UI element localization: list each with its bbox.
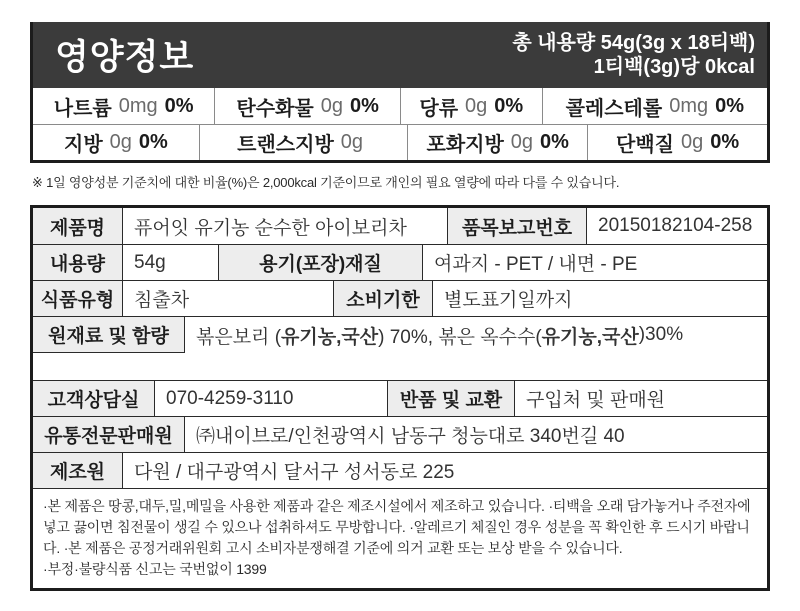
- product-name-value: 퓨어잇 유기농 순수한 아이보리차: [134, 217, 407, 239]
- nutrient-cell-sugars: [400, 88, 542, 124]
- nutrient-label: 지방: [64, 134, 103, 156]
- table-row-ingredients: [33, 316, 767, 380]
- package-material-label: 용기(포장)재질: [218, 245, 423, 280]
- nutrient-label: 탄수화물: [236, 97, 314, 120]
- nutrition-section: [30, 22, 770, 163]
- nutrient-label: 트랜스지방: [237, 134, 334, 156]
- table-row-manufacturer: [33, 452, 767, 488]
- notice-block: [33, 488, 767, 588]
- total-net-weight: 총 내용량 54g(3g x 18티백): [512, 31, 755, 54]
- nutrient-amount: 0g: [320, 94, 343, 117]
- distributor-value: ㈜내이브로/인천광역시 남동구 청능대로 340번길 40: [196, 426, 625, 447]
- net-weight-label: 내용량: [33, 245, 123, 280]
- nutrition-row-1: [33, 88, 767, 124]
- nutrient-label: 나트륨: [53, 97, 112, 120]
- header-bar: [33, 22, 767, 88]
- nutrient-label: 단백질: [616, 134, 674, 156]
- package-material-value: 여과지 - PET / 내면 - PE: [434, 254, 638, 275]
- nutrient-cell-cholesterol: [542, 88, 767, 124]
- nutrient-percent: 0%: [349, 94, 379, 117]
- manufacturer-value: 다원 / 대구광역시 달서구 성서동로 225: [134, 462, 455, 483]
- distributor-label: 유통전문판매원: [33, 417, 185, 452]
- net-weight-value: 54g: [134, 251, 166, 273]
- notice-paragraph: ·부정·불량식품 신고는 국번없이 1399: [43, 561, 267, 577]
- nutrient-amount: 0g: [465, 94, 488, 117]
- page-title: 영양정보: [55, 38, 195, 77]
- ingredients-value: 볶은보리 ( 유기농,국산 ) 70%, 볶은 옥수수( 유기농,국산 )30%: [196, 324, 684, 348]
- ingredients-label: 원재료 및 함량: [33, 317, 185, 353]
- report-number-label: 품목보고번호: [447, 208, 587, 244]
- nutrient-amount: 0g: [510, 131, 534, 153]
- expiry-label: 소비기한: [333, 281, 433, 316]
- food-type-label: 식품유형: [33, 281, 123, 316]
- nutrient-label: 콜레스테롤: [565, 97, 663, 120]
- nutrient-amount: 0mg: [669, 94, 709, 117]
- nutrient-percent: 0%: [715, 94, 745, 117]
- returns-value: 구입처 및 판매원: [526, 390, 666, 411]
- table-row-distributor: [33, 416, 767, 452]
- report-number-value: 20150182104-258: [598, 215, 753, 236]
- table-row-customer-service: [33, 380, 767, 416]
- nutrient-cell-sodium: [33, 88, 214, 124]
- nutrient-percent: 0%: [494, 94, 524, 117]
- nutrient-label: 포화지방: [426, 134, 504, 156]
- nutrient-cell-trans-fat: [199, 125, 407, 160]
- nutrient-amount: 0g: [109, 131, 132, 153]
- nutrient-amount: 0g: [340, 131, 364, 153]
- manufacturer-label: 제조원: [33, 453, 123, 488]
- nutrient-amount: 0g: [680, 131, 704, 153]
- nutrition-row-2: [33, 124, 767, 160]
- food-type-value: 침출차: [134, 290, 190, 311]
- product-info-table: [30, 205, 770, 591]
- nutrient-label: 당류: [419, 97, 459, 120]
- daily-value-footnote: ※ 1일 영양성분 기준치에 대한 비율(%)은 2,000kcal 기준이므로 개인의 필요 열량에 따라 다를 수 있습니다.: [32, 175, 620, 190]
- customer-service-label: 고객상담실: [33, 381, 155, 416]
- expiry-value: 별도표기일까지: [444, 290, 573, 311]
- nutrient-percent: 0%: [164, 94, 194, 117]
- nutrient-cell-carbohydrate: [214, 88, 400, 124]
- product-name-label: 제품명: [33, 208, 123, 244]
- customer-service-phone: 070-4259-3110: [166, 387, 294, 409]
- table-row-product-name: [33, 208, 767, 244]
- nutrient-cell-fat: [33, 125, 199, 160]
- nutrient-cell-saturated-fat: [407, 125, 587, 160]
- table-row-net-weight: [33, 244, 767, 280]
- per-teabag-calories: 1티백(3g)당 0kcal: [593, 56, 755, 78]
- nutrient-cell-protein: [587, 125, 767, 160]
- notice-paragraph: ·본 제품은 땅콩,대두,밀,메밀을 사용한 제품과 같은 제조시설에서 제조하고 있습니다. ·티백을 오래 담가놓거나 주전자에 넣고 끓이면 침전물이 생길 수 있으나 섭취하셔도 무방합니다. ·알레르기 체질인 경우 성분을 꼭 확인한 후 드시기 바랍니다. ·본 제품은 공정거래위원회 고시 소비자분쟁해결 기준에 의거 교환 또는 보상 받을 수 있습니다.: [43, 498, 751, 556]
- nutrient-percent: 0%: [710, 131, 740, 153]
- returns-label: 반품 및 교환: [387, 381, 515, 416]
- nutrient-amount: 0mg: [118, 94, 158, 117]
- table-row-food-type: [33, 280, 767, 316]
- nutrient-percent: 0%: [540, 131, 569, 153]
- total-contents: [512, 31, 755, 80]
- nutrient-percent: 0%: [138, 131, 168, 153]
